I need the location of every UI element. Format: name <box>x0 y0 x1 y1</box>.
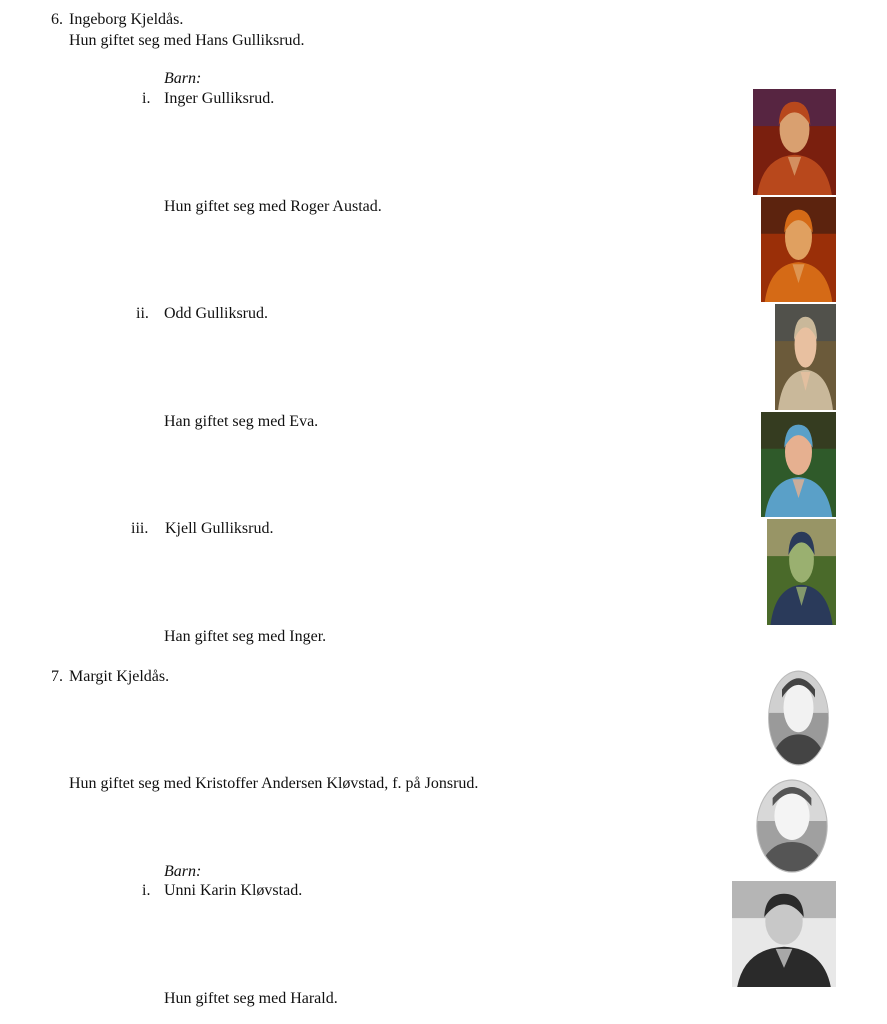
child-6-3-numeral: iii. <box>131 520 149 537</box>
child-6-3-name: Kjell Gulliksrud. <box>165 520 274 537</box>
child-6-2-married: Han giftet seg med Eva. <box>164 413 319 430</box>
child-7-1-name: Unni Karin Kløvstad. <box>164 882 303 899</box>
photo-unni-karin-klovstad <box>732 881 836 987</box>
entry-6-name: Ingeborg Kjeldås. <box>69 11 184 28</box>
entry-7-name: Margit Kjeldås. <box>69 668 170 685</box>
child-6-2-numeral: ii. <box>136 305 149 322</box>
child-6-1-name: Inger Gulliksrud. <box>164 90 275 107</box>
portrait-image <box>761 667 836 769</box>
portrait-image <box>761 197 836 302</box>
photo-inger-gulliksrud <box>753 89 836 195</box>
photo-kristoffer-klovstad <box>748 776 836 876</box>
portrait-image <box>732 881 836 987</box>
child-6-1-married: Hun giftet seg med Roger Austad. <box>164 198 382 215</box>
portrait-image <box>775 304 836 410</box>
child-7-1-married: Hun giftet seg med Harald. <box>164 990 338 1007</box>
child-6-2-name: Odd Gulliksrud. <box>164 305 268 322</box>
photo-margit-kjeldas <box>761 667 836 769</box>
photo-roger-austad <box>761 197 836 302</box>
entry-7-number: 7. <box>51 668 63 685</box>
entry-7-children-label: Barn: <box>164 863 202 880</box>
photo-eva <box>761 412 836 517</box>
child-6-3-married: Han giftet seg med Inger. <box>164 628 327 645</box>
portrait-image <box>748 776 836 876</box>
entry-7-married: Hun giftet seg med Kristoffer Andersen Kløvstad, f. på Jonsrud. <box>69 775 479 792</box>
entry-6-children-label: Barn: <box>164 70 202 87</box>
portrait-image <box>767 519 836 625</box>
photo-kjell-gulliksrud <box>767 519 836 625</box>
entry-6-married: Hun giftet seg med Hans Gulliksrud. <box>69 32 305 49</box>
portrait-image <box>761 412 836 517</box>
entry-6-number: 6. <box>51 11 63 28</box>
photo-odd-gulliksrud <box>775 304 836 410</box>
child-7-1-numeral: i. <box>142 882 151 899</box>
child-6-1-numeral: i. <box>142 90 151 107</box>
portrait-image <box>753 89 836 195</box>
